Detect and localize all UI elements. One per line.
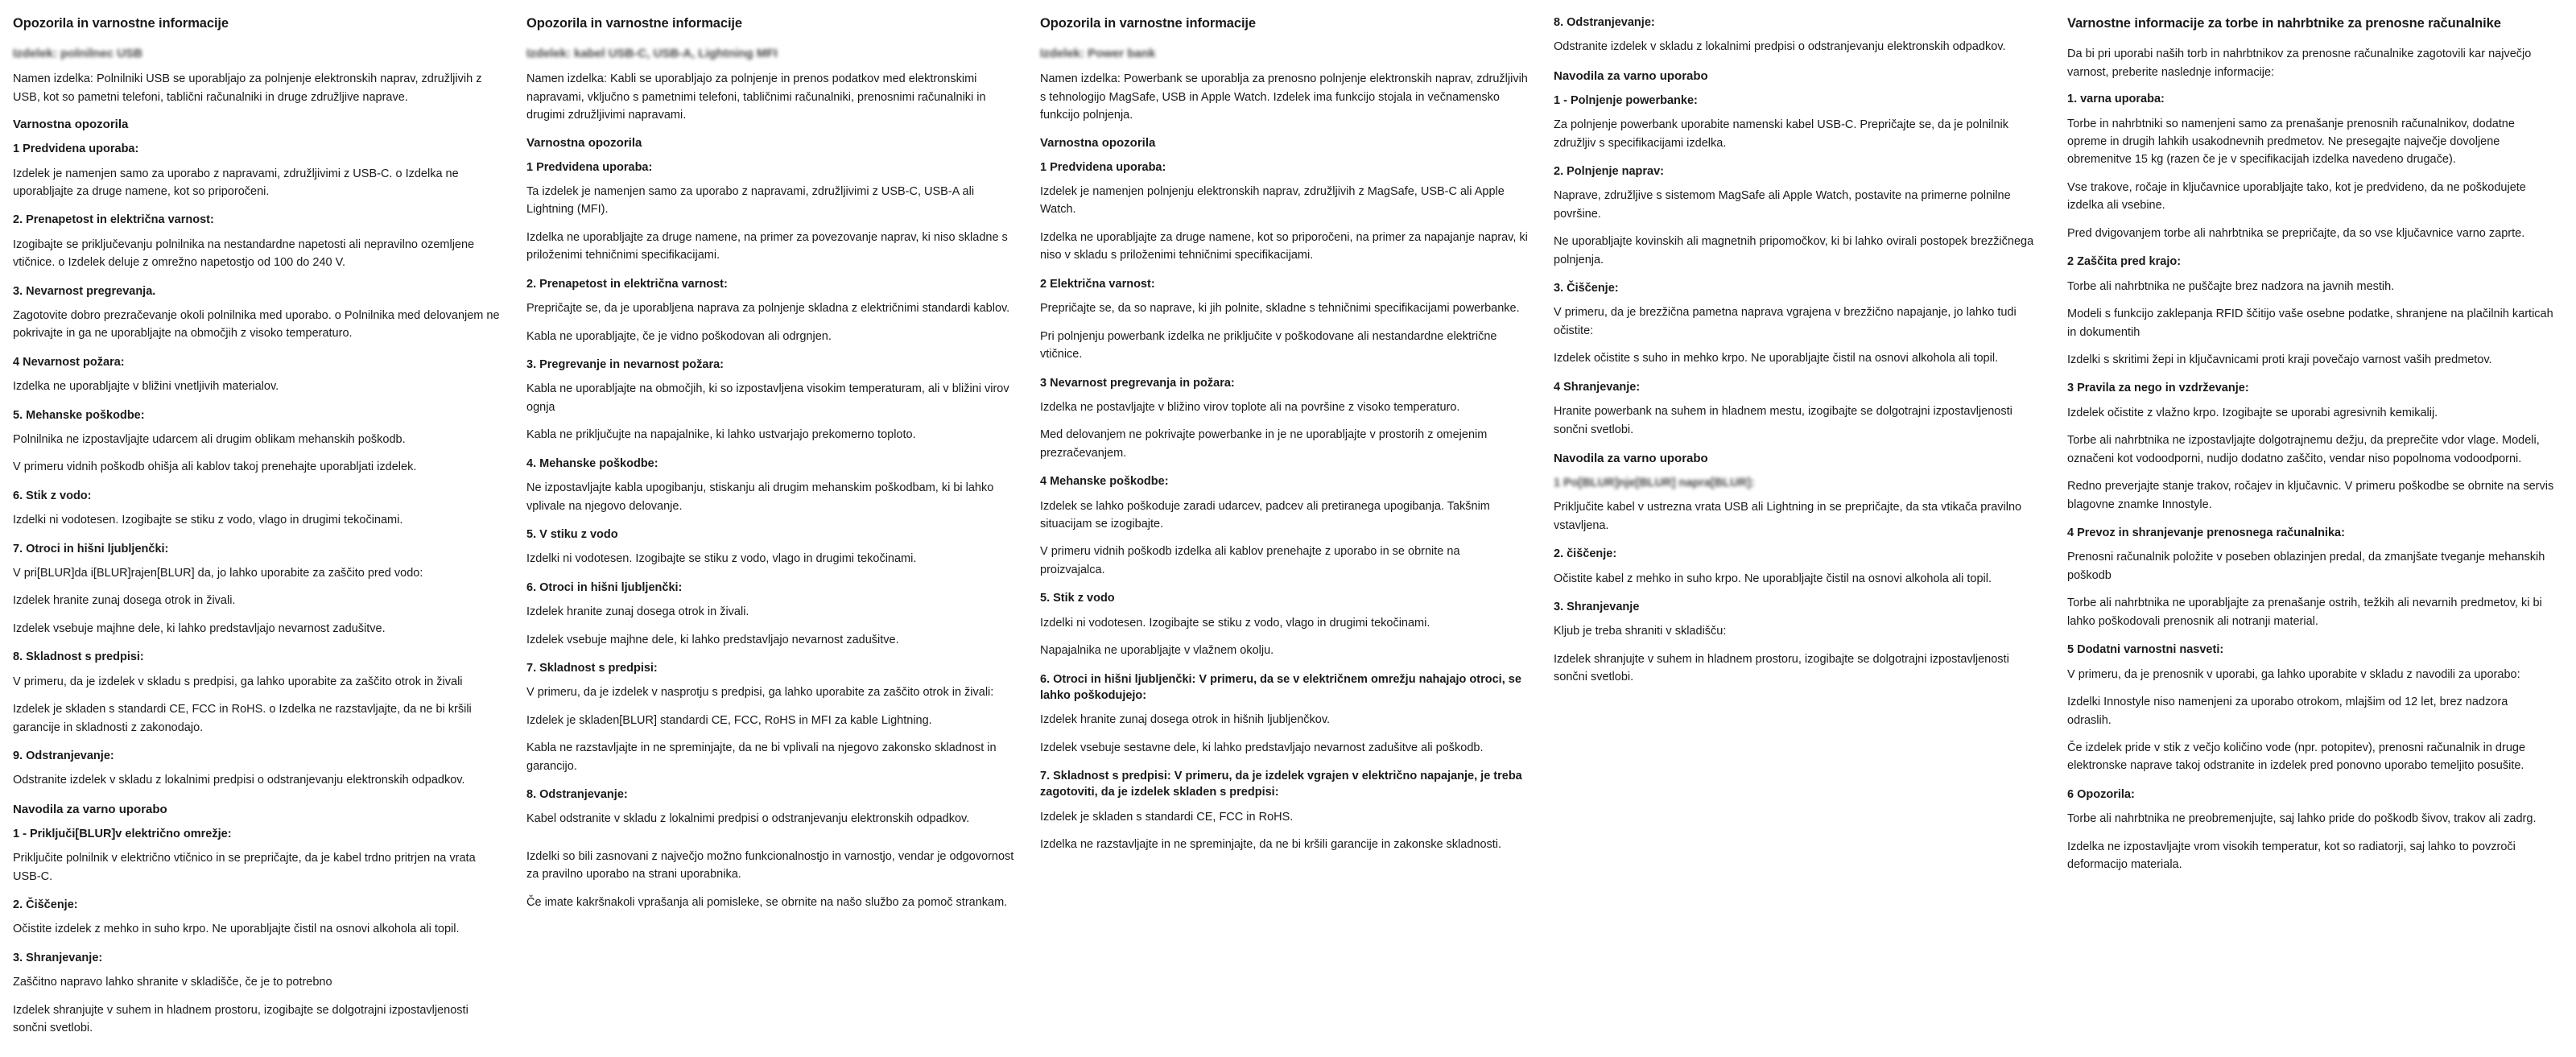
item-text: V pri[BLUR]da i[BLUR]rajen[BLUR] da, jo lahko uporabite za zaščito pred vodo: bbox=[13, 566, 423, 580]
item-text: V primeru, da je brezžična pametna naprava vgrajena v brezžično napajanje, jo lahko tudi očistite: bbox=[1554, 306, 2017, 337]
column-usb-charger bbox=[13, 14, 509, 1049]
item-heading: 2. čiščenje: bbox=[1554, 547, 1617, 561]
item-text: V primeru, da je prenosnik v uporabi, ga lahko uporabite v skladu z navodili za uporabo: bbox=[2067, 667, 2520, 681]
product-label: Izdelek: kabel USB-C, USB-A, Lightning MFI bbox=[526, 47, 778, 61]
closing-note bbox=[526, 848, 1014, 911]
item-text: V primeru vidnih poškodb ohišja ali kablov takoj prenehajte uporabljati izdelek. bbox=[13, 460, 417, 474]
usage-item bbox=[1554, 475, 2041, 535]
item-heading: 1 - Polnjenje powerbanke: bbox=[1554, 93, 1698, 107]
item-text: Naprave, združljive s sistemom MagSafe ali Apple Watch, postavite na primerne polnilne površine. bbox=[1554, 189, 2011, 221]
item-heading: 1 - Priključi[BLUR]v električno omrežje: bbox=[13, 827, 232, 840]
item-heading: 3 Nevarnost pregrevanja in požara: bbox=[1040, 376, 1235, 390]
item-text: Očistite kabel z mehko in suho krpo. Ne uporabljajte čistil na osnovi alkohola ali topil. bbox=[1554, 572, 1992, 585]
item-text: Če izdelek pride v stik z večjo količino vode (npr. potopitev), prenosni računalnik in druge elektronske naprave takoj odstranite in izdelek pred ponovno uporabo temeljito posušite. bbox=[2067, 741, 2526, 773]
item-heading: 1 Po[BLUR]nje[BLUR] napra[BLUR]: bbox=[1554, 477, 1755, 490]
safety-item bbox=[2067, 787, 2555, 874]
item-heading: 4 Mehanske poškodbe: bbox=[1040, 475, 1169, 489]
item-text: Izdelek hranite zunaj dosega otrok in živali. bbox=[13, 594, 236, 608]
item-heading: 7. Skladnost s predpisi: V primeru, da je izdelek vgrajen v električno napajanje, je treba zagotoviti, da je izdelek skladen s predpisi: bbox=[1040, 770, 1522, 799]
item-text: Izdelki ni vodotesen. Izogibajte se stiku z vodo, vlago in drugimi tekočinami. bbox=[1040, 616, 1430, 630]
product-purpose: Namen izdelka: Powerbank se uporablja za prenosno polnjenje elektronskih naprav, združljivih s tehnologijo MagSafe, USB in Apple Watch. Izdelek ima funkcijo stojala in večnamensko funkcijo polnjenja. bbox=[1040, 72, 1528, 122]
safety-item bbox=[526, 159, 1014, 265]
item-heading: 7. Skladnost s predpisi: bbox=[526, 662, 658, 675]
item-heading: 3. Čiščenje: bbox=[1554, 282, 1619, 295]
safety-item bbox=[1040, 473, 1528, 579]
safety-item bbox=[1040, 375, 1528, 463]
item-heading: 5 Dodatni varnostni nasveti: bbox=[2067, 643, 2224, 657]
item-heading: 3. Pregrevanje in nevarnost požara: bbox=[526, 358, 724, 372]
safety-item bbox=[13, 407, 501, 477]
item-text: Izdelek je skladen s standardi CE, FCC in RoHS. bbox=[1040, 810, 1294, 824]
item-heading: 5. Stik z vodo bbox=[1040, 592, 1115, 605]
column-powerbank bbox=[1040, 14, 1536, 865]
item-text: Izdelek hranite zunaj dosega otrok in hišnih ljubljenčkov. bbox=[1040, 713, 1331, 727]
item-text: Izdelek očistite z vlažno krpo. Izogibajte se uporabi agresivnih kemikalij. bbox=[2067, 406, 2438, 419]
product-label: Izdelek: polnilnec USB bbox=[13, 47, 142, 61]
usage-item bbox=[1554, 599, 2041, 687]
item-text: Hranite powerbank na suhem in hladnem mestu, izogibajte se dolgotrajni izpostavljenosti sončni svetlobi. bbox=[1554, 405, 2013, 436]
item-heading: 4. Mehanske poškodbe: bbox=[526, 456, 658, 470]
item-text: Med delovanjem ne pokrivajte powerbanke in je ne uporabljajte v prostorih z omejenim prezračevanjem. bbox=[1040, 428, 1488, 460]
usage-item bbox=[1554, 546, 2041, 588]
safety-item bbox=[1554, 14, 2041, 56]
safety-item bbox=[526, 357, 1014, 444]
safety-item bbox=[526, 787, 1014, 828]
safety-item bbox=[526, 580, 1014, 649]
item-text: Izdelek hranite zunaj dosega otrok in živali. bbox=[526, 605, 749, 619]
column-powerbank-continued bbox=[1554, 14, 2050, 698]
safety-item bbox=[526, 276, 1014, 345]
safety-item bbox=[526, 456, 1014, 515]
safety-item bbox=[526, 526, 1014, 568]
item-heading: 4 Prevoz in shranjevanje prenosnega računalnika: bbox=[2067, 526, 2345, 540]
item-text: Redno preverjajte stanje trakov, ročajev in ključavnic. V primeru poškodbe se obrnite na servis blagovne znamke Innostyle. bbox=[2067, 480, 2554, 511]
safety-item bbox=[13, 212, 501, 271]
item-text: Izdelek shranjujte v suhem in hladnem prostoru, izogibajte se dolgotrajni izpostavljenosti sončni svetlobi. bbox=[1554, 652, 2009, 684]
safety-item bbox=[13, 488, 501, 530]
item-heading: 5. V stiku z vodo bbox=[526, 528, 618, 542]
safety-item bbox=[2067, 254, 2555, 369]
safety-item bbox=[13, 649, 501, 737]
item-heading: 9. Odstranjevanje: bbox=[13, 749, 114, 763]
item-text: Izdelek vsebuje majhne dele, ki lahko predstavljajo nevarnost zadušitve. bbox=[526, 633, 899, 646]
item-heading: 2. Prenapetost in električna varnost: bbox=[526, 277, 728, 291]
item-heading: 1 Predvidena uporaba: bbox=[13, 142, 139, 156]
item-text: Izdelek vsebuje sestavne dele, ki lahko predstavljajo nevarnost zadušitve ali poškodb. bbox=[1040, 741, 1484, 754]
section-heading: Navodila za varno uporabo bbox=[1554, 68, 1708, 83]
item-heading: 3. Shranjevanje bbox=[1554, 601, 1640, 614]
item-text: Izdelki s skritimi žepi in ključavnicami proti kraji povečajo varnost vaših predmetov. bbox=[2067, 353, 2492, 367]
item-text: Izdelka ne uporabljajte za druge namene, kot so priporočeni, na primer za napajanje naprav, ki niso v skladu s priloženimi tehničnimi specifikacijami. bbox=[1040, 230, 1528, 262]
item-text: Ne izpostavljajte kabla upogibanju, stiskanju ali drugim mehanskim poškodbam, ki bi lahko vplivale na njegovo delovanje. bbox=[526, 481, 994, 513]
item-text: Odstranite izdelek v skladu z lokalnimi predpisi o odstranjevanju elektronskih odpadkov. bbox=[13, 774, 465, 787]
item-text: Izdelki Innostyle niso namenjeni za uporabo otrokom, mlajšim od 12 let, brez nadzora odraslih. bbox=[2067, 696, 2508, 727]
column-cable bbox=[526, 14, 1022, 923]
safety-item bbox=[1040, 276, 1528, 364]
item-heading: 2 Električna varnost: bbox=[1040, 277, 1155, 291]
intro-text: Da bi pri uporabi naših torb in nahrbtnikov za prenosne računalnike zagotovili kar največjo varnost, preberite naslednje informacije: bbox=[2067, 47, 2532, 79]
item-text: Prepričajte se, da so naprave, ki jih polnite, skladne s tehničnimi specifikacijami powerbanke. bbox=[1040, 302, 1520, 316]
safety-item bbox=[526, 660, 1014, 775]
item-heading: 3 Pravila za nego in vzdrževanje: bbox=[2067, 382, 2249, 395]
usage-item bbox=[13, 826, 501, 886]
item-heading: 8. Odstranjevanje: bbox=[1554, 16, 1655, 29]
usage-item bbox=[1554, 163, 2041, 269]
item-heading: 7. Otroci in hišni ljubljenčki: bbox=[13, 542, 169, 555]
item-heading: 2 Zaščita pred krajo: bbox=[2067, 255, 2182, 269]
item-heading: 2. Čiščenje: bbox=[13, 898, 78, 912]
item-heading: 1 Predvidena uporaba: bbox=[526, 160, 653, 174]
safety-item bbox=[1040, 590, 1528, 659]
item-text: Izdelek je skladen[BLUR] standardi CE, FCC, RoHS in MFI za kable Lightning. bbox=[526, 713, 932, 727]
item-heading: 8. Odstranjevanje: bbox=[526, 788, 628, 802]
column-bags-backpacks bbox=[2067, 14, 2563, 886]
item-text: Če imate kakršnakoli vprašanja ali pomisleke, se obrnite na našo službo za pomoč strankam. bbox=[526, 895, 1008, 909]
item-text: Kabla ne uporabljajte na območjih, ki so izpostavljena visokim temperaturam, ali v bližini virov ognja bbox=[526, 382, 1009, 414]
safety-item bbox=[13, 541, 501, 638]
item-text: Izdelki ni vodotesen. Izogibajte se stiku z vodo, vlago in drugimi tekočinami. bbox=[526, 552, 917, 566]
item-text: V primeru, da je izdelek v skladu s predpisi, ga lahko uporabite za zaščito otrok in živali bbox=[13, 675, 463, 688]
item-text: Ne uporabljajte kovinskih ali magnetnih pripomočkov, ki bi lahko ovirali postopek brezžičnega polnjenja. bbox=[1554, 235, 2034, 266]
item-text: Izdelek vsebuje majhne dele, ki lahko predstavljajo nevarnost zadušitve. bbox=[13, 621, 386, 635]
section-heading: Navodila za varno uporabo bbox=[1554, 452, 1708, 466]
item-heading: 1 Predvidena uporaba: bbox=[1040, 160, 1166, 174]
item-text: Za polnjenje powerbank uporabite namenski kabel USB-C. Prepričajte se, da je polnilnik združljiv s specifikacijami izdelka. bbox=[1554, 118, 2009, 150]
section-heading: Navodila za varno uporabo bbox=[13, 802, 167, 816]
usage-item bbox=[1554, 379, 2041, 439]
item-text: Izdelek shranjujte v suhem in hladnem prostoru, izogibajte se dolgotrajni izpostavljenosti sončni svetlobi. bbox=[13, 1003, 469, 1035]
section-heading: Varnostna opozorila bbox=[13, 118, 129, 132]
safety-item bbox=[2067, 642, 2555, 775]
safety-item bbox=[13, 283, 501, 343]
item-text: Torbe in nahrbtniki so namenjeni samo za prenašanje prenosnih računalnikov, dodatne opreme in drugih lahkih usakodnevnih predmetov. Ne presegajte največje dovoljene obremenitve 15 kg (razen če je v specifikacijah izdelka navedeno drugače). bbox=[2067, 117, 2515, 167]
item-heading: 3. Shranjevanje: bbox=[13, 951, 103, 964]
item-heading: 1. varna uporaba: bbox=[2067, 93, 2165, 106]
product-label: Izdelek: Power bank bbox=[1040, 47, 1156, 61]
safety-item bbox=[1040, 159, 1528, 265]
item-heading: 3. Nevarnost pregrevanja. bbox=[13, 284, 156, 298]
item-heading: 6. Otroci in hišni ljubljenčki: bbox=[526, 580, 683, 594]
column-title: Varnostne informacije za torbe in nahrbtnike za prenosne računalnike bbox=[2067, 16, 2501, 31]
item-text: Izdelek se lahko poškoduje zaradi udarcev, padcev ali pretiranega upogibanja. Takšnim situacijam se izogibajte. bbox=[1040, 499, 1490, 531]
item-text: Izogibajte se priključevanju polnilnika na nestandardne napetosti ali nepravilno ozemljene vtičnice. o Izdelek deluje z omrežno napetostjo od 100 do 240 V. bbox=[13, 237, 475, 270]
usage-item bbox=[1554, 93, 2041, 152]
item-heading: 8. Skladnost s predpisi: bbox=[13, 650, 144, 664]
item-heading: 6. Otroci in hišni ljubljenčki: V primeru, da se v električnem omrežju nahajajo otroci, se lahko poškodujejo: bbox=[1040, 672, 1521, 702]
item-text: Pred dvigovanjem torbe ali nahrbtnika se prepričajte, da so vse ključavnice varno zaprte. bbox=[2067, 226, 2525, 240]
item-text: Zagotovite dobro prezračevanje okoli polnilnika med uporabo. o Polnilnika med delovanjem ne pokrivajte in ga ne uporabljajte na območjih z visoko temperaturo. bbox=[13, 308, 500, 341]
item-text: Kabla ne uporabljajte, če je vidno poškodovan ali odrgnjen. bbox=[526, 329, 832, 343]
item-heading: 2. Prenapetost in električna varnost: bbox=[13, 213, 214, 227]
item-text: Ta izdelek je namenjen samo za uporabo z napravami, združljivimi z USB-C, USB-A ali Lightning (MFI). bbox=[526, 184, 975, 217]
section-heading: Varnostna opozorila bbox=[526, 135, 642, 150]
section-heading: Varnostna opozorila bbox=[1040, 135, 1156, 150]
item-heading: 4 Nevarnost požara: bbox=[13, 355, 125, 369]
usage-item bbox=[13, 950, 501, 1038]
item-heading: 6 Opozorila: bbox=[2067, 787, 2135, 801]
product-purpose: Namen izdelka: Kabli se uporabljajo za polnjenje in prenos podatkov med elektronskimi napravami, vključno s pametnimi telefoni, tabličnimi računalniki, prenosnimi računalniki in drugimi združljivimi napravami. bbox=[526, 72, 986, 122]
item-text: Torbe ali nahrbtnika ne puščajte brez nadzora na javnih mestih. bbox=[2067, 279, 2395, 293]
item-text: Torbe ali nahrbtnika ne izpostavljajte dolgotrajnemu dežju, da preprečite vdor vlage. Modeli, označeni kot vodoodporni, nudijo dodatno zaščito, vendar niso popolnoma vodoodporni. bbox=[2067, 434, 2540, 465]
item-text: Kljub je treba shraniti v skladišču: bbox=[1554, 625, 1727, 638]
item-text: Zaščitno napravo lahko shranite v skladišče, če je to potrebno bbox=[13, 976, 332, 989]
item-text: Izdelka ne razstavljajte in ne spreminjajte, da ne bi kršili garancije in zakonske skladnosti. bbox=[1040, 838, 1502, 852]
item-text: Priključite kabel v ustrezna vrata USB ali Lightning in se prepričajte, da sta vtikača pravilno vstavljena. bbox=[1554, 501, 2022, 532]
item-text: Izdelki so bili zasnovani z največjo možno funkcionalnostjo in varnostjo, vendar je odgovornost za pravilno uporabo na strani uporabnika. bbox=[526, 849, 1014, 882]
item-text: Prenosni računalnik položite v poseben oblazinjen predal, da zmanjšate tveganje mehanskih poškodb bbox=[2067, 551, 2545, 582]
usage-item bbox=[1554, 280, 2041, 368]
item-text: Odstranite izdelek v skladu z lokalnimi predpisi o odstranjevanju elektronskih odpadkov. bbox=[1554, 40, 2006, 54]
item-text: Vse trakove, ročaje in ključavnice uporabljajte tako, kot je predvideno, da ne poškodujete izdelka ali vsebine. bbox=[2067, 180, 2526, 213]
item-text: Izdelki ni vodotesen. Izogibajte se stiku z vodo, vlago in drugimi tekočinami. bbox=[13, 514, 403, 527]
item-text: Torbe ali nahrbtnika ne uporabljajte za prenašanje ostrih, težkih ali nevarnih predmetov, ki bi lahko poškodovali prenosnik ali notranji material. bbox=[2067, 597, 2542, 628]
item-text: Izdelek je namenjen samo za uporabo z napravami, združljivimi z USB-C. o Izdelka ne uporabljajte za druge namene, kot so priporočeni. bbox=[13, 167, 459, 198]
safety-item bbox=[2067, 525, 2555, 630]
product-purpose: Namen izdelka: Polnilniki USB se uporabljajo za polnjenje elektronskih naprav, združljivih z USB, kot so pametni telefoni, tablični računalniki in druge združljive naprave. bbox=[13, 72, 482, 104]
safety-item bbox=[1040, 768, 1528, 854]
column-title: Opozorila in varnostne informacije bbox=[526, 16, 742, 31]
column-title: Opozorila in varnostne informacije bbox=[1040, 16, 1256, 31]
item-text: Modeli s funkcijo zaklepanja RFID ščitijo vaše osebne podatke, shranjene na plačilnih karticah in dokumentih bbox=[2067, 308, 2553, 339]
safety-item bbox=[1040, 671, 1528, 758]
item-heading: 5. Mehanske poškodbe: bbox=[13, 408, 145, 422]
item-text: Izdelek je skladen s standardi CE, FCC in RoHS. o Izdelka ne razstavljajte, da ne bi kršili garancije in skladnosti z zakonodajo. bbox=[13, 703, 472, 734]
item-text: Izdelka ne uporabljajte za druge namene, na primer za povezovanje naprav, ki niso skladne s priloženimi tehničnimi specifikacijami. bbox=[526, 230, 1008, 262]
item-text: Izdelek je namenjen polnjenju elektronskih naprav, združljivih z MagSafe, USB-C ali Apple Watch. bbox=[1040, 184, 1505, 217]
item-text: Kabel odstranite v skladu z lokalnimi predpisi o odstranjevanju elektronskih odpadkov. bbox=[526, 812, 970, 826]
safety-item bbox=[13, 141, 501, 200]
item-text: Kabla ne razstavljajte in ne spreminjajte, da ne bi vplivali na njegovo zakonsko skladnost in garancijo. bbox=[526, 741, 997, 773]
item-text: Priključite polnilnik v električno vtičnico in se prepričajte, da je kabel trdno pritrjen na vrata USB-C. bbox=[13, 852, 476, 883]
item-text: Polnilnika ne izpostavljajte udarcem ali drugim oblikam mehanskih poškodb. bbox=[13, 432, 406, 446]
safety-item bbox=[2067, 91, 2555, 242]
item-text: V primeru vidnih poškodb izdelka ali kablov prenehajte z uporabo in se obrnite na proizvajalca. bbox=[1040, 545, 1460, 576]
item-text: Torbe ali nahrbtnika ne preobremenjujte, saj lahko pride do poškodb šivov, trakov ali zadrg. bbox=[2067, 812, 2537, 826]
safety-item bbox=[13, 748, 501, 790]
item-text: Kabla ne priključujte na napajalnike, ki lahko ustvarjajo prekomerno toploto. bbox=[526, 428, 916, 442]
item-text: Izdelek očistite s suho in mehko krpo. Ne uporabljajte čistil na osnovi alkohola ali topil. bbox=[1554, 352, 1999, 365]
item-heading: 6. Stik z vodo: bbox=[13, 489, 92, 502]
item-text: Prepričajte se, da je uporabljena naprava za polnjenje skladna z električnimi standardi kablov. bbox=[526, 302, 1010, 316]
item-text: Pri polnjenju powerbank izdelka ne priključite v poškodovane ali nestandardne električne vtičnice. bbox=[1040, 329, 1497, 361]
item-heading: 4 Shranjevanje: bbox=[1554, 380, 1641, 394]
item-text: Napajalnika ne uporabljajte v vlažnem okolju. bbox=[1040, 644, 1274, 658]
column-title: Opozorila in varnostne informacije bbox=[13, 16, 229, 31]
item-text: Izdelka ne postavljajte v bližino virov toplote ali na površine z visoko temperaturo. bbox=[1040, 400, 1460, 414]
safety-item bbox=[13, 354, 501, 396]
item-text: V primeru, da je izdelek v nasprotju s predpisi, ga lahko uporabite za zaščito otrok in živali: bbox=[526, 686, 994, 700]
item-text: Izdelka ne izpostavljajte vrom visokih temperatur, kot so radiatorji, saj lahko to povzroči deformacijo materiala. bbox=[2067, 840, 2516, 872]
item-heading: 2. Polnjenje naprav: bbox=[1554, 165, 1664, 178]
item-text: Izdelka ne uporabljajte v bližini vnetljivih materialov. bbox=[13, 380, 279, 394]
item-text: Očistite izdelek z mehko in suho krpo. Ne uporabljajte čistil na osnovi alkohola ali topil. bbox=[13, 923, 460, 936]
usage-item bbox=[13, 897, 501, 939]
safety-item bbox=[2067, 380, 2555, 514]
